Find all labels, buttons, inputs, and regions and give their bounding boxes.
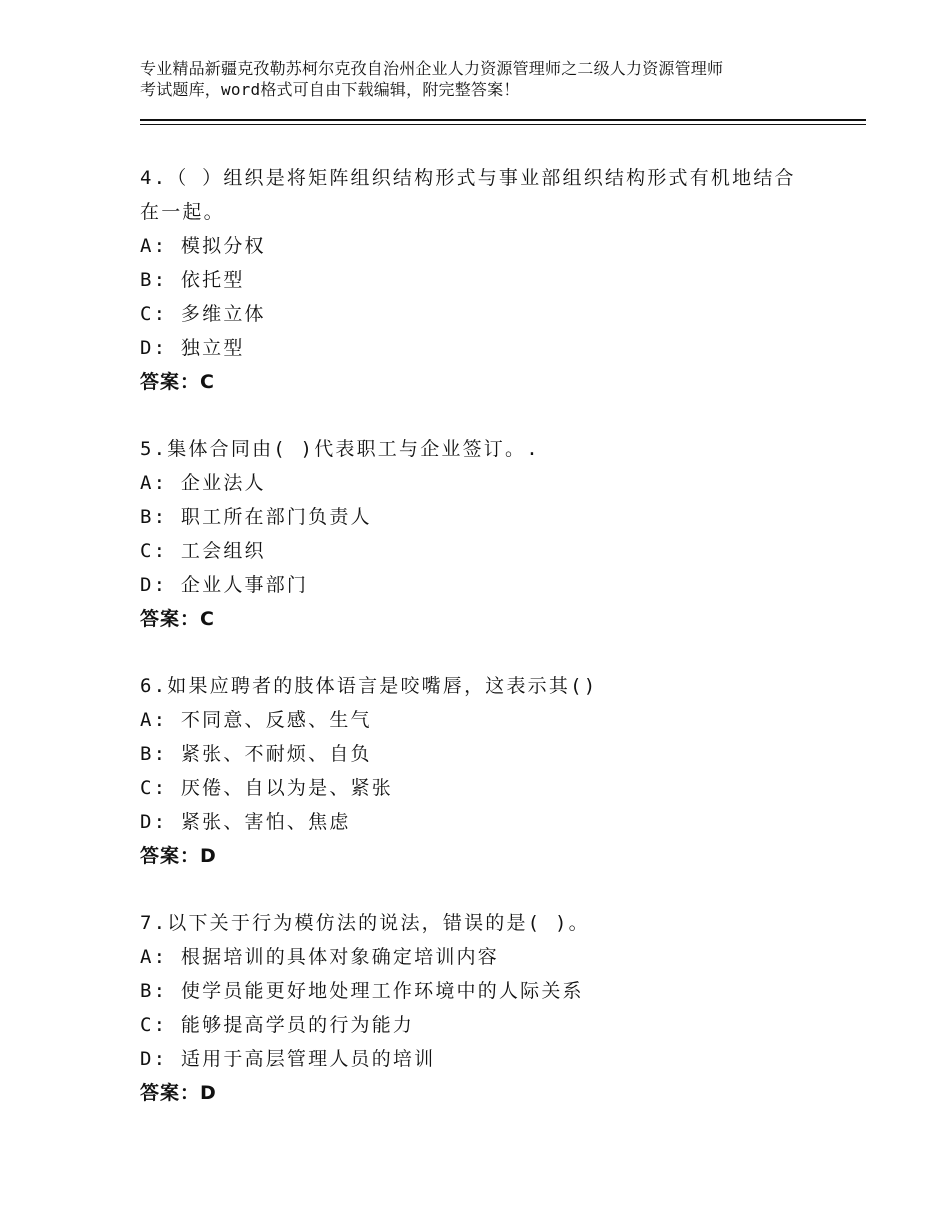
option-b: B: 依托型 — [140, 269, 245, 291]
option-d: D: 紧张、害怕、焦虑 — [140, 811, 351, 833]
option-c: C: 厌倦、自以为是、紧张 — [140, 777, 393, 799]
option-d: D: 独立型 — [140, 337, 245, 359]
option-c: C: 工会组织 — [140, 540, 266, 562]
answer: 答案：D — [140, 845, 217, 867]
option-a: A: 企业法人 — [140, 472, 266, 494]
question-list — [140, 161, 830, 1143]
question-text: 7.以下关于行为模仿法的说法，错误的是( )。 — [140, 912, 590, 934]
option-c: C: 多维立体 — [140, 303, 266, 325]
document-header — [140, 58, 830, 100]
option-b: B: 使学员能更好地处理工作环境中的人际关系 — [140, 980, 584, 1002]
question-6 — [140, 669, 830, 873]
question-5 — [140, 432, 830, 636]
option-a: A: 根据培训的具体对象确定培训内容 — [140, 946, 499, 968]
question-text: 5.集体合同由( )代表职工与企业签订。. — [140, 438, 540, 460]
answer: 答案：C — [140, 371, 215, 393]
header-rule-thin — [140, 124, 866, 125]
question-text: 4.（ ）组织是将矩阵组织结构形式与事业部组织结构形式有机地结合 — [140, 167, 796, 189]
question-text: 6.如果应聘者的肢体语言是咬嘴唇，这表示其() — [140, 675, 598, 697]
header-line-2: 考试题库，word格式可自由下载编辑，附完整答案！ — [140, 80, 520, 99]
option-a: A: 模拟分权 — [140, 235, 266, 257]
option-d: D: 企业人事部门 — [140, 574, 309, 596]
answer: 答案：D — [140, 1082, 217, 1104]
question-4 — [140, 161, 830, 399]
question-text-continued: 在一起。 — [140, 201, 225, 223]
question-7 — [140, 906, 830, 1110]
option-b: B: 职工所在部门负责人 — [140, 506, 372, 528]
header-line-1: 专业精品新疆克孜勒苏柯尔克孜自治州企业人力资源管理师之二级人力资源管理师 — [140, 59, 724, 78]
option-a: A: 不同意、反感、生气 — [140, 709, 372, 731]
answer: 答案：C — [140, 608, 215, 630]
option-d: D: 适用于高层管理人员的培训 — [140, 1048, 436, 1070]
option-b: B: 紧张、不耐烦、自负 — [140, 743, 372, 765]
option-c: C: 能够提高学员的行为能力 — [140, 1014, 415, 1036]
header-rule-thick — [140, 119, 866, 121]
